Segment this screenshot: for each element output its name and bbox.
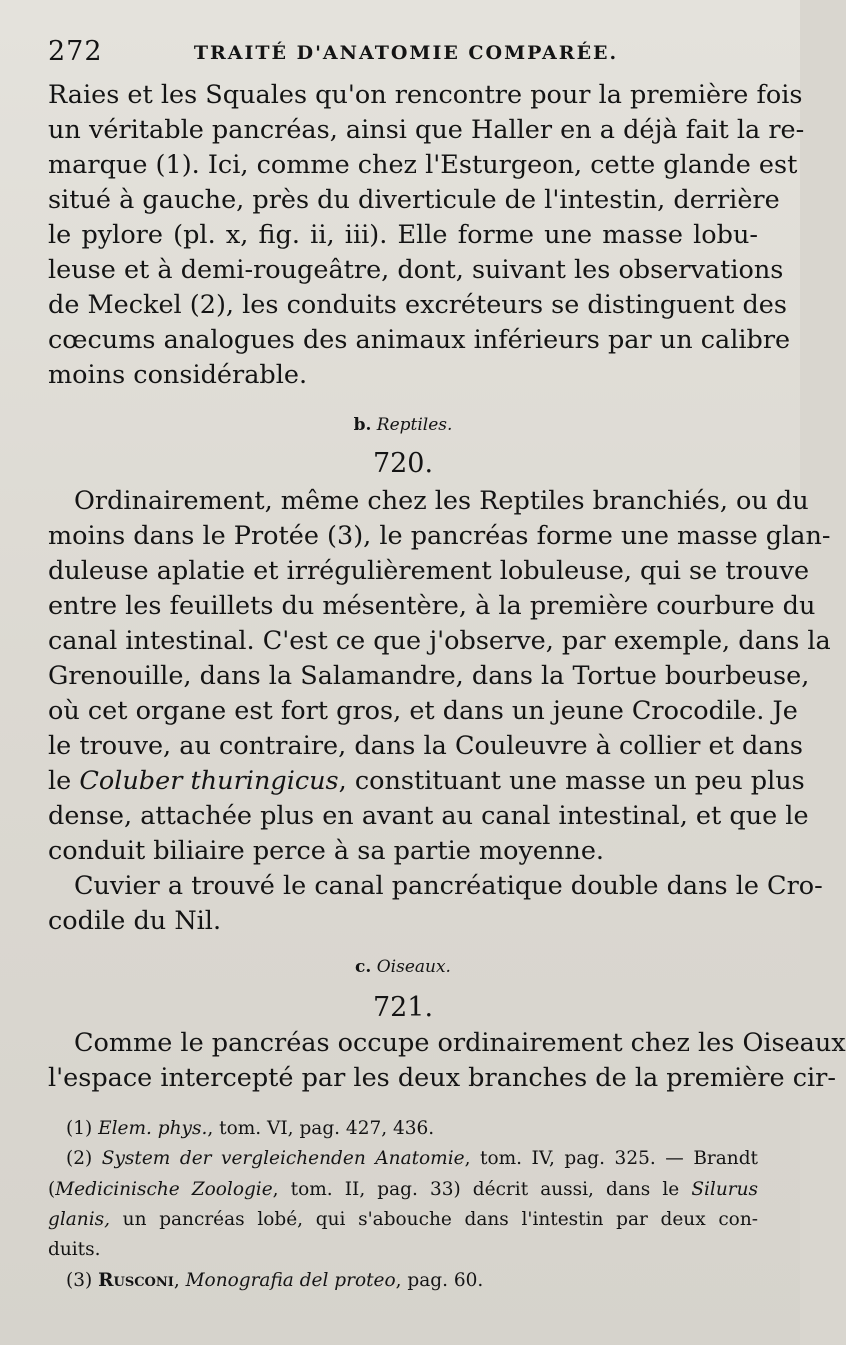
text-line: l'espace intercepté par les deux branches de la première cir-	[48, 1063, 836, 1093]
text-line: leuse et à demi-rougeâtre, dont, suivant les observations	[48, 255, 784, 285]
section-letter: b.	[353, 415, 372, 435]
text-line: duleuse aplatie et irrégulièrement lobuleuse, qui se trouve	[48, 556, 810, 586]
text-line: moins considérable.	[48, 360, 308, 390]
text-line: canal intestinal. C'est ce que j'observe, par exemple, dans la	[48, 626, 831, 656]
footnote-mark: (1)	[66, 1118, 93, 1139]
text-line: Cuvier a trouvé le canal pancréatique double dans le Cro-	[74, 871, 823, 901]
text-line: le trouve, au contraire, dans la Couleuvre à collier et dans	[48, 731, 803, 761]
species-name: Silurus	[691, 1179, 758, 1200]
author-name: Rusconi	[98, 1270, 174, 1291]
text-line: conduit biliaire perce à sa partie moyenne.	[48, 836, 605, 866]
text-line: de Meckel (2), les conduits excréteurs se distinguent des	[48, 290, 787, 320]
footnote-3	[66, 1268, 758, 1294]
citation-title: Medicinische Zoologie	[55, 1179, 273, 1200]
text-segment: ,	[173, 1270, 186, 1291]
citation-title: Elem. phys.	[98, 1118, 208, 1139]
text-line: moins dans le Protée (3), le pancréas forme une masse glan-	[48, 521, 831, 551]
text-line	[48, 764, 805, 798]
section-number-720: 720.	[372, 448, 434, 479]
citation-detail: , tom. VI, pag. 427, 436.	[207, 1118, 435, 1139]
section-heading-oiseaux	[48, 956, 758, 978]
text-line: cœcums analogues des animaux inférieurs par un calibre	[48, 325, 791, 355]
page-header	[46, 32, 758, 76]
text-line: codile du Nil.	[48, 906, 222, 936]
footnote-mark: (2)	[66, 1148, 93, 1169]
footnote-2	[66, 1146, 758, 1172]
section-title: Reptiles.	[376, 415, 453, 435]
text-line: Raies et les Squales qu'on rencontre pour la première fois	[48, 80, 803, 110]
text-segment: un pancréas lobé, qui s'abouche dans l'intestin par deux con-	[110, 1209, 758, 1230]
text-segment: , tom. II, pag. 33) décrit aussi, dans le	[272, 1179, 692, 1200]
text-line: Grenouille, dans la Salamandre, dans la Tortue bourbeuse,	[48, 661, 810, 691]
citation-detail: , pag. 60.	[395, 1270, 484, 1291]
text-line: où cet organe est fort gros, et dans un jeune Crocodile. Je	[48, 696, 798, 726]
text-line: le pylore (pl. x, fig. ii, iii). Elle forme une masse lobu-	[48, 220, 758, 250]
page-number: 272	[48, 36, 103, 67]
text-line: dense, attachée plus en avant au canal intestinal, et que le	[48, 801, 809, 831]
text-line: un véritable pancréas, ainsi que Haller en a déjà fait la re-	[48, 115, 805, 145]
text-segment: le	[48, 766, 80, 796]
text-line: entre les feuillets du mésentère, à la première courbure du	[48, 591, 816, 621]
text-line: Ordinairement, même chez les Reptiles branchiés, ou du	[74, 486, 809, 516]
text-line: Comme le pancréas occupe ordinairement chez les Oiseaux	[74, 1028, 846, 1058]
footnote-2-continued	[48, 1177, 758, 1203]
species-name: Coluber thuringicus	[79, 766, 339, 796]
section-title: Oiseaux.	[376, 957, 451, 977]
text-line: marque (1). Ici, comme chez l'Esturgeon, cette glande est	[48, 150, 798, 180]
citation-title: System der vergleichenden Anatomie	[101, 1148, 465, 1169]
citation-title: Monografia del proteo	[185, 1270, 396, 1291]
footnote-1	[66, 1116, 758, 1142]
section-number-721: 721.	[372, 992, 434, 1023]
footnote-2-continued: duits.	[48, 1239, 101, 1260]
section-heading-reptiles	[48, 414, 758, 436]
text-segment: , constituant une masse un peu plus	[338, 766, 805, 796]
citation-detail: , tom. IV, pag. 325. — Brandt	[464, 1148, 758, 1169]
section-letter: c.	[355, 957, 372, 977]
running-title: TRAITÉ D'ANATOMIE COMPARÉE.	[193, 42, 619, 64]
footnote-mark: (3)	[66, 1270, 93, 1291]
text-line: situé à gauche, près du diverticule de l'intestin, derrière	[48, 185, 780, 215]
species-name: glanis,	[48, 1209, 110, 1230]
footnote-2-continued	[48, 1207, 758, 1233]
text-segment: (	[48, 1179, 56, 1200]
